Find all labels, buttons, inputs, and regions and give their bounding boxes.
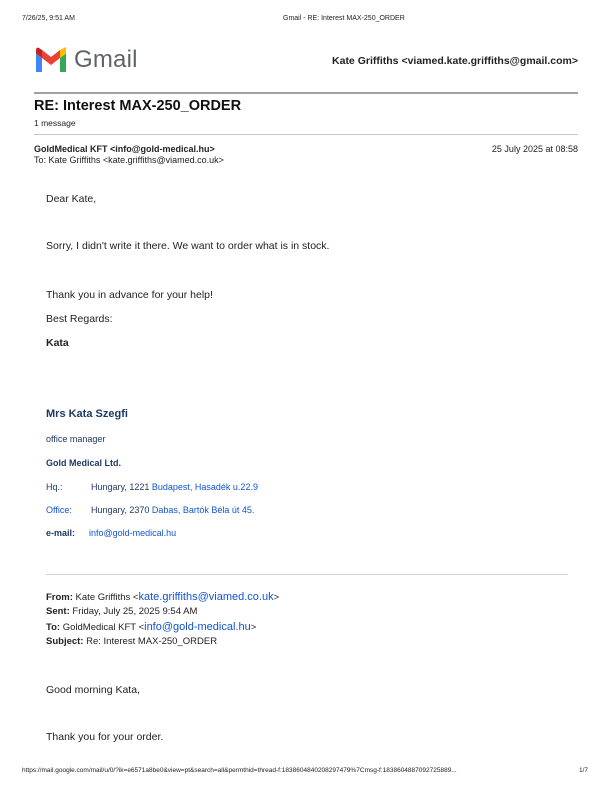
office-map-link[interactable]: Dabas, Bartók Béla út 45. xyxy=(151,505,255,515)
quoted-to-close: > xyxy=(250,622,257,633)
signature-company: Gold Medical Ltd. xyxy=(46,458,122,468)
body-line-2: Thank you in advance for your help! xyxy=(46,289,213,301)
signature-office-address xyxy=(91,505,254,515)
body-greeting: Dear Kate, xyxy=(46,193,97,205)
signature-hq-label: Hq.: xyxy=(46,482,63,492)
signature-office-label: Office: xyxy=(46,505,72,515)
print-datetime: 7/26/25, 9:51 AM xyxy=(22,15,75,22)
print-footer-url: https://mail.google.com/mail/u/0/?ik=e6571a8be0&view=pt&search=all&permthid=thread-f:1838604840208297479%7Cmsg-f:1838604887092725889... xyxy=(22,767,457,774)
account-label: Kate Griffiths <viamed.kate.griffiths@gmail.com> xyxy=(332,55,578,67)
quoted-to xyxy=(46,621,256,633)
body-signoff: Kata xyxy=(46,337,69,349)
quoted-from xyxy=(46,591,279,603)
signature-name: Mrs Kata Szegfi xyxy=(46,408,128,420)
signature-email-label: e-mail: xyxy=(46,528,76,538)
signature-email-link[interactable]: info@gold-medical.hu xyxy=(89,528,177,538)
thread-subject: RE: Interest MAX-250_ORDER xyxy=(34,98,242,114)
message-to: To: Kate Griffiths <kate.griffiths@viamed.co.uk> xyxy=(34,155,224,165)
message-from: GoldMedical KFT <info@gold-medical.hu> xyxy=(34,144,215,154)
gmail-m-icon xyxy=(34,47,68,73)
message-date: 25 July 2025 at 08:58 xyxy=(491,144,578,154)
quoted-to-email-link[interactable]: info@gold-medical.hu xyxy=(144,621,251,633)
quoted-from-email-link[interactable]: kate.griffiths@viamed.co.uk xyxy=(138,591,274,603)
quoted-from-name: Kate Griffiths < xyxy=(72,592,139,603)
hq-map-link[interactable]: Budapest, Hasadék u.22.9 xyxy=(151,482,258,492)
quoted-to-name: GoldMedical KFT < xyxy=(60,622,145,633)
signature-role: office manager xyxy=(46,434,106,444)
message-count: 1 message xyxy=(34,118,76,128)
quoted-greeting: Good morning Kata, xyxy=(46,684,140,696)
quoted-subject-value: Re: Interest MAX-250_ORDER xyxy=(83,636,218,647)
quoted-line-1: Thank you for your order. xyxy=(46,731,164,743)
gmail-logo[interactable] xyxy=(34,46,138,74)
quoted-to-label: To: xyxy=(46,622,61,633)
print-title: Gmail - RE: Interest MAX-250_ORDER xyxy=(283,15,405,22)
quoted-sent xyxy=(46,606,197,617)
quote-divider xyxy=(46,574,568,575)
quoted-from-close: > xyxy=(273,592,280,603)
body-regards: Best Regards: xyxy=(46,313,113,325)
subject-divider xyxy=(34,134,578,135)
signature-hq-address xyxy=(91,482,258,492)
quoted-subject-label: Subject: xyxy=(46,636,84,647)
quoted-from-label: From: xyxy=(46,592,73,603)
quoted-sent-value: Friday, July 25, 2025 9:54 AM xyxy=(69,606,198,617)
quoted-subject xyxy=(46,636,217,647)
hq-prefix: Hungary, 1221 xyxy=(91,482,152,492)
print-page-number: 1/7 xyxy=(578,767,588,774)
header-divider xyxy=(34,92,578,94)
body-line-1: Sorry, I didn't write it there. We want to order what is in stock. xyxy=(46,240,330,252)
office-prefix: Hungary, 2370 xyxy=(91,505,152,515)
quoted-sent-label: Sent: xyxy=(46,606,70,617)
gmail-wordmark: Gmail xyxy=(74,46,138,73)
